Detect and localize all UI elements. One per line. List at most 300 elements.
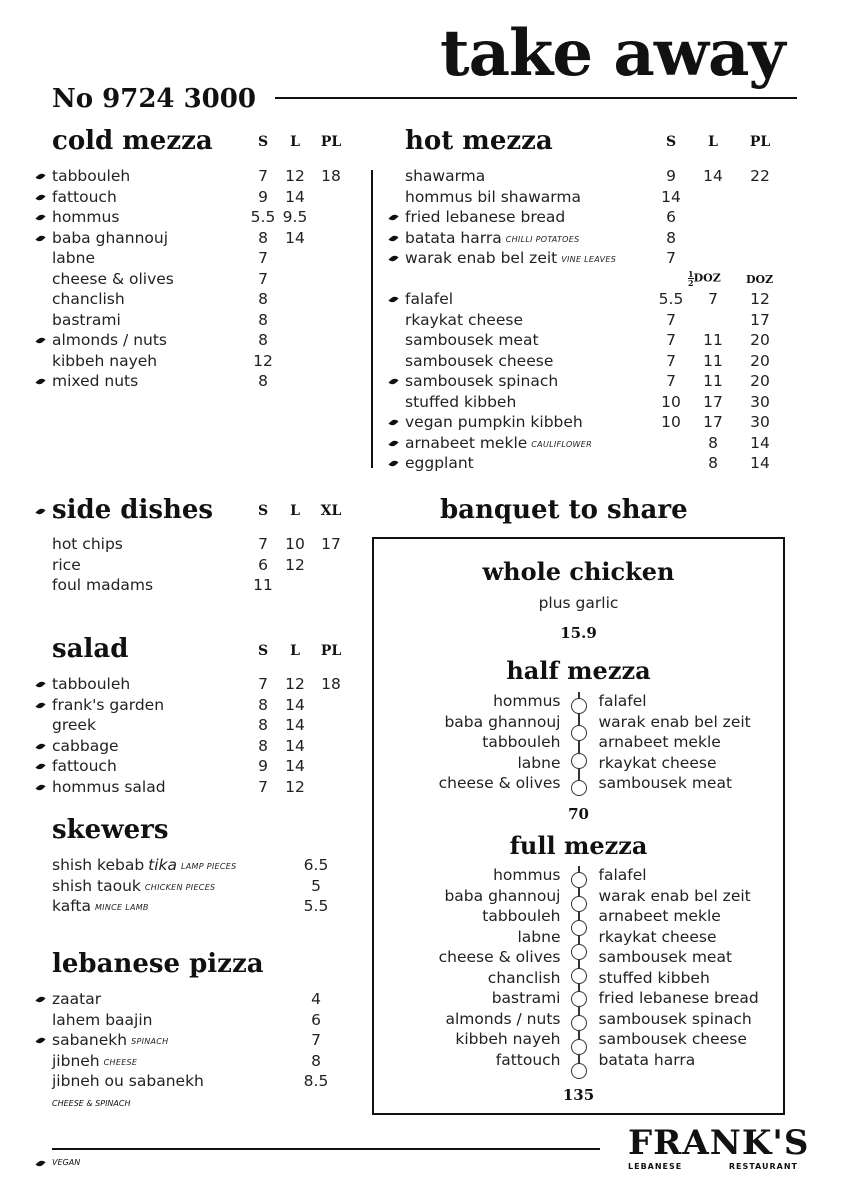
menu-item xyxy=(52,777,362,797)
menu-item xyxy=(52,228,362,248)
menu-item-name xyxy=(52,876,215,898)
item-price: 8.5 xyxy=(303,1072,329,1090)
item-price: 4 xyxy=(311,990,321,1008)
item-name: fattouch xyxy=(52,187,117,206)
menu-item-name xyxy=(52,715,96,735)
item-price: 7 xyxy=(666,351,676,370)
banquet-item: falafel xyxy=(598,692,647,710)
menu-item-name xyxy=(405,289,453,309)
item-price: 10 xyxy=(661,392,681,411)
menu-item xyxy=(52,855,329,875)
vegan-leaf-icon xyxy=(388,295,398,305)
logo-right: RESTAURANT xyxy=(728,1162,798,1171)
salad-size-s: S xyxy=(257,643,269,659)
menu-item xyxy=(52,289,362,309)
item-name: shish taouk xyxy=(52,876,141,895)
menu-item-name xyxy=(52,1010,152,1030)
menu-item-name xyxy=(52,228,168,248)
skewers-heading: skewers xyxy=(52,815,169,845)
skewer-chunk xyxy=(571,725,587,741)
vegan-leaf-icon xyxy=(388,213,398,223)
item-price: 14 xyxy=(285,695,305,714)
hot-mezza-heading: hot mezza xyxy=(405,126,553,156)
hot-size-pl: PL xyxy=(749,134,771,150)
menu-item xyxy=(52,674,362,694)
item-name: chanclish xyxy=(52,290,125,308)
item-price: 14 xyxy=(285,736,305,755)
item-price: 14 xyxy=(661,187,681,206)
whole-chicken-title: whole chicken xyxy=(482,557,675,586)
item-name: tabbouleh xyxy=(52,167,131,185)
item-name: sambousek spinach xyxy=(405,372,559,390)
item-price: 8 xyxy=(258,736,268,755)
item-name: sambousek cheese xyxy=(405,351,554,370)
skewer-chunk xyxy=(571,698,587,714)
item-price: 12 xyxy=(750,290,770,308)
menu-item xyxy=(405,392,795,412)
logo-left: LEBANESE xyxy=(628,1162,683,1171)
vegan-leaf-icon xyxy=(35,192,45,202)
menu-item xyxy=(52,351,362,371)
item-name: warak enab bel zeit xyxy=(405,249,558,267)
menu-item-name xyxy=(405,351,553,371)
cold-mezza-heading: cold mezza xyxy=(52,126,213,156)
franks-logo xyxy=(628,1123,810,1171)
item-price: 10 xyxy=(661,413,681,431)
item-price: 8 xyxy=(258,331,268,349)
menu-item-name xyxy=(405,228,579,250)
item-price: 5.5 xyxy=(250,208,276,226)
item-price: 11 xyxy=(253,576,273,594)
item-name: mixed nuts xyxy=(52,372,139,390)
skewer-chunk xyxy=(571,920,587,936)
skewer-chunk xyxy=(571,753,587,769)
item-name: labne xyxy=(52,249,96,267)
item-price: 11 xyxy=(703,351,723,370)
banquet-item: hommus xyxy=(493,866,561,884)
item-price: 30 xyxy=(750,413,770,431)
half-doz-text: DOZ xyxy=(693,271,721,285)
menu-item xyxy=(405,207,795,227)
half-doz-label xyxy=(688,270,721,287)
banquet-item: labne xyxy=(517,753,561,772)
menu-item-name xyxy=(52,1051,137,1073)
item-price: 7 xyxy=(708,290,718,308)
vegan-leaf-icon xyxy=(388,459,398,469)
doz-label: DOZ xyxy=(746,273,774,286)
menu-item xyxy=(52,330,362,350)
item-name: sambousek meat xyxy=(405,331,539,349)
banquet-item: labne xyxy=(517,927,561,946)
menu-item-name xyxy=(52,756,117,776)
pizza-footnote: CHEESE & SPINACH xyxy=(52,1099,131,1108)
item-note: SPINACH xyxy=(131,1037,169,1046)
item-price: 12 xyxy=(253,351,273,370)
hot-size-l: L xyxy=(708,134,718,150)
cold-size-l: L xyxy=(290,134,300,150)
menu-item-name xyxy=(405,166,485,186)
banquet-item: warak enab bel zeit xyxy=(598,712,751,731)
menu-item-name xyxy=(405,187,581,207)
menu-item-name xyxy=(52,777,166,797)
item-price: 5 xyxy=(311,876,321,895)
cold-size-pl: PL xyxy=(320,134,342,150)
vegan-leaf-icon xyxy=(35,233,45,243)
banquet-item: batata harra xyxy=(598,1050,696,1069)
half-mezza-price: 70 xyxy=(568,805,589,823)
item-price: 14 xyxy=(285,716,305,734)
menu-item-name xyxy=(405,310,523,330)
skewer-chunk xyxy=(571,872,587,888)
item-name: shawarma xyxy=(405,167,486,185)
item-price: 7 xyxy=(258,535,268,553)
item-price: 7 xyxy=(258,249,268,267)
item-note: MINCE LAMB xyxy=(94,903,149,912)
phone-number: No 9724 3000 xyxy=(52,84,256,114)
menu-item xyxy=(52,166,362,186)
item-price: 12 xyxy=(285,167,305,185)
item-price: 20 xyxy=(750,331,770,349)
menu-item-name xyxy=(52,575,153,595)
skewer-chunk xyxy=(571,896,587,912)
menu-item-name xyxy=(52,534,123,554)
vegan-legend: VEGAN xyxy=(52,1158,81,1167)
menu-item xyxy=(405,166,795,186)
item-price: 9.5 xyxy=(282,208,308,226)
banquet-item: sambousek meat xyxy=(598,774,733,792)
banquet-item: cheese & olives xyxy=(438,774,561,792)
skewer-chunk xyxy=(571,780,587,796)
item-name: falafel xyxy=(405,290,454,308)
whole-chicken-subtitle: plus garlic xyxy=(538,594,619,612)
menu-item xyxy=(405,371,795,391)
menu-item-name xyxy=(52,248,95,268)
item-name: tabbouleh xyxy=(52,675,131,693)
item-name: cabbage xyxy=(52,736,119,755)
hot-mezza-divider xyxy=(371,170,373,468)
menu-item-name xyxy=(405,207,565,227)
item-variant: tika xyxy=(148,856,178,874)
item-name: frank's garden xyxy=(52,695,165,714)
menu-item-name xyxy=(405,453,474,473)
half-numerator: 1 xyxy=(688,269,694,279)
item-note: CAULIFLOWER xyxy=(531,439,592,449)
menu-item-name xyxy=(52,166,130,186)
side-dishes-heading: side dishes xyxy=(52,495,214,525)
item-name: batata harra xyxy=(405,228,502,247)
item-price: 20 xyxy=(750,351,770,370)
menu-item-name xyxy=(405,371,558,391)
item-price: 7 xyxy=(258,777,268,796)
menu-item-name xyxy=(52,989,101,1009)
banquet-item: sambousek cheese xyxy=(598,1030,747,1048)
vegan-leaf-icon xyxy=(388,377,398,387)
skewer-chunk xyxy=(571,1015,587,1031)
item-price: 12 xyxy=(285,555,305,574)
vegan-leaf-icon xyxy=(35,995,45,1005)
vegan-leaf-icon xyxy=(35,762,45,772)
item-price: 14 xyxy=(285,757,305,775)
banquet-item: baba ghannouj xyxy=(444,712,561,731)
menu-item-name xyxy=(405,248,616,270)
item-name: bastrami xyxy=(52,310,121,329)
item-price: 8 xyxy=(258,695,268,714)
item-price: 7 xyxy=(258,675,268,693)
item-name: greek xyxy=(52,716,96,734)
menu-item xyxy=(52,736,362,756)
pizza-heading: lebanese pizza xyxy=(52,949,264,979)
item-name: vegan pumpkin kibbeh xyxy=(405,413,583,431)
banquet-item: arnabeet mekle xyxy=(598,733,721,751)
menu-item-name xyxy=(52,187,117,207)
side-size-xl: XL xyxy=(320,503,342,519)
item-price: 14 xyxy=(750,454,770,472)
item-price: 5.5 xyxy=(658,290,684,308)
banquet-heading: banquet to share xyxy=(440,495,688,525)
vegan-leaf-icon xyxy=(388,418,398,428)
item-name: stuffed kibbeh xyxy=(405,392,517,411)
item-price: 14 xyxy=(285,187,305,206)
banquet-item: warak enab bel zeit xyxy=(598,886,751,905)
vegan-leaf-icon xyxy=(35,741,45,751)
item-name: rice xyxy=(52,555,81,574)
item-name: sabanekh xyxy=(52,1031,128,1049)
vegan-leaf-icon xyxy=(35,700,45,710)
banquet-item: tabbouleh xyxy=(482,733,561,751)
menu-item-name xyxy=(405,412,583,432)
menu-item-name xyxy=(52,371,138,391)
banquet-item: chanclish xyxy=(487,968,561,987)
skewer-chunk xyxy=(571,944,587,960)
half-denominator: 2 xyxy=(688,278,694,288)
item-name: kafta xyxy=(52,897,91,915)
menu-item-name xyxy=(52,695,164,715)
item-note: CHEESE xyxy=(103,1057,138,1067)
item-price: 17 xyxy=(750,310,770,329)
header-rule xyxy=(275,97,797,99)
menu-item xyxy=(52,695,362,715)
menu-item-name xyxy=(52,310,121,330)
item-name: shish kebab xyxy=(52,856,145,874)
menu-item-name xyxy=(405,433,592,455)
banquet-item: sambousek meat xyxy=(598,948,733,966)
item-note: VINE LEAVES xyxy=(561,255,617,264)
item-price: 8 xyxy=(708,433,718,452)
banquet-item: almonds / nuts xyxy=(445,1009,561,1028)
item-price: 6 xyxy=(666,208,676,226)
vegan-leaf-icon xyxy=(35,377,45,387)
menu-item xyxy=(405,289,795,309)
menu-item-name xyxy=(52,351,157,371)
menu-item xyxy=(52,876,321,896)
menu-item xyxy=(405,310,795,330)
banquet-item: tabbouleh xyxy=(482,907,561,925)
menu-item-name xyxy=(405,330,539,350)
menu-item xyxy=(52,555,362,575)
menu-item xyxy=(52,534,362,554)
item-price: 14 xyxy=(703,167,723,185)
full-mezza-title: full mezza xyxy=(509,831,648,860)
menu-item xyxy=(405,453,795,473)
item-price: 8 xyxy=(311,1051,321,1070)
item-name: hommus xyxy=(52,208,120,226)
item-price: 8 xyxy=(258,716,268,734)
skewer-icon xyxy=(570,692,588,796)
banquet-item: stuffed kibbeh xyxy=(598,968,710,987)
skewer-chunk xyxy=(571,1063,587,1079)
item-price: 6.5 xyxy=(303,856,329,874)
menu-item-name xyxy=(52,1030,169,1052)
page-title: take away xyxy=(440,16,785,91)
item-price: 8 xyxy=(258,310,268,329)
menu-item-name xyxy=(52,207,119,227)
menu-item xyxy=(405,330,795,350)
menu-item xyxy=(405,433,795,453)
menu-item-name xyxy=(52,1071,204,1091)
menu-item xyxy=(52,1010,321,1030)
menu-item xyxy=(52,715,362,735)
item-price: 20 xyxy=(750,372,770,390)
item-name: almonds / nuts xyxy=(52,331,168,349)
vegan-leaf-icon xyxy=(388,438,398,448)
item-name: hommus bil shawarma xyxy=(405,187,581,206)
item-price: 8 xyxy=(258,290,268,308)
menu-item xyxy=(52,269,362,289)
banquet-item: rkaykat cheese xyxy=(598,927,717,946)
item-price: 9 xyxy=(666,167,676,185)
item-price: 11 xyxy=(703,372,723,390)
banquet-item: fried lebanese bread xyxy=(598,989,759,1007)
menu-item xyxy=(52,187,362,207)
menu-item xyxy=(52,310,362,330)
vegan-leaf-icon xyxy=(35,1036,45,1046)
salad-heading: salad xyxy=(52,634,129,664)
banquet-box xyxy=(372,537,785,1115)
menu-item-name xyxy=(52,896,149,918)
item-price: 18 xyxy=(321,675,341,693)
item-price: 8 xyxy=(258,372,268,390)
hot-size-s: S xyxy=(665,134,677,150)
vegan-leaf-icon xyxy=(388,233,398,243)
item-price: 7 xyxy=(666,249,676,267)
item-name: eggplant xyxy=(405,454,474,472)
whole-chicken-price: 15.9 xyxy=(560,624,597,642)
item-name: zaatar xyxy=(52,990,102,1008)
menu-item xyxy=(405,248,795,268)
item-price: 12 xyxy=(285,675,305,693)
salad-size-l: L xyxy=(290,643,300,659)
item-price: 10 xyxy=(285,535,305,553)
menu-item xyxy=(52,1030,321,1050)
menu-item xyxy=(52,575,362,595)
item-price: 9 xyxy=(258,757,268,775)
item-name: cheese & olives xyxy=(52,269,174,288)
item-note: CHILLI POTATOES xyxy=(505,234,580,244)
item-name: fattouch xyxy=(52,757,117,775)
logo-tagline xyxy=(628,1162,798,1171)
menu-item xyxy=(52,756,362,776)
banquet-item: sambousek spinach xyxy=(598,1009,752,1028)
cold-size-s: S xyxy=(257,134,269,150)
vegan-leaf-icon xyxy=(35,1159,45,1169)
item-price: 7 xyxy=(666,310,676,329)
item-price: 8 xyxy=(666,228,676,247)
menu-item-name xyxy=(52,289,125,309)
menu-item xyxy=(52,989,321,1009)
half-mezza-title: half mezza xyxy=(506,656,651,685)
item-name: lahem baajin xyxy=(52,1010,153,1029)
item-price: 14 xyxy=(750,433,770,452)
item-name: kibbeh nayeh xyxy=(52,351,158,370)
item-name: jibneh xyxy=(52,1051,100,1070)
item-name: hot chips xyxy=(52,535,123,553)
vegan-leaf-icon xyxy=(35,172,45,182)
menu-item xyxy=(52,896,329,916)
item-name: arnabeet mekle xyxy=(405,433,528,452)
footer-rule xyxy=(52,1148,600,1150)
salad-size-pl: PL xyxy=(320,643,342,659)
item-price: 7 xyxy=(666,372,676,390)
item-price: 22 xyxy=(750,167,770,185)
item-price: 6 xyxy=(311,1010,321,1029)
item-price: 7 xyxy=(666,331,676,349)
item-name: hommus salad xyxy=(52,777,166,796)
menu-item-name xyxy=(52,555,81,575)
item-price: 7 xyxy=(258,269,268,288)
item-note: LAMP PIECES xyxy=(181,862,237,871)
item-price: 7 xyxy=(311,1031,321,1049)
item-price: 17 xyxy=(703,413,723,431)
menu-item xyxy=(405,187,795,207)
item-price: 9 xyxy=(258,187,268,206)
banquet-item: falafel xyxy=(598,866,647,884)
menu-item-name xyxy=(52,736,119,756)
vegan-leaf-icon xyxy=(388,254,398,264)
item-name: jibneh ou sabanekh xyxy=(52,1072,204,1090)
menu-item xyxy=(405,412,795,432)
side-size-s: S xyxy=(257,503,269,519)
item-name: foul madams xyxy=(52,576,154,594)
full-mezza-price: 135 xyxy=(562,1086,595,1104)
item-price: 14 xyxy=(285,228,305,247)
item-name: rkaykat cheese xyxy=(405,310,523,329)
item-name: fried lebanese bread xyxy=(405,208,566,226)
item-price: 7 xyxy=(258,167,268,185)
banquet-item: fattouch xyxy=(495,1050,561,1069)
menu-item-name xyxy=(52,330,167,350)
vegan-leaf-icon xyxy=(35,213,45,223)
item-price: 17 xyxy=(321,535,341,553)
item-price: 30 xyxy=(750,392,770,411)
menu-item xyxy=(52,1071,329,1091)
banquet-item: hommus xyxy=(493,692,561,710)
item-note: CHICKEN PIECES xyxy=(144,882,216,892)
menu-item xyxy=(52,248,362,268)
item-price: 18 xyxy=(321,167,341,185)
side-size-l: L xyxy=(290,503,300,519)
menu-item-name xyxy=(52,674,130,694)
item-price: 17 xyxy=(703,392,723,411)
menu-item xyxy=(405,228,795,248)
menu-item xyxy=(52,207,362,227)
banquet-item: baba ghannouj xyxy=(444,886,561,905)
item-name: baba ghannouj xyxy=(52,228,169,247)
logo-name: FRANK'S xyxy=(628,1123,810,1163)
banquet-item: bastrami xyxy=(491,989,561,1007)
vegan-leaf-icon xyxy=(35,680,45,690)
skewer-chunk xyxy=(571,968,587,984)
banquet-item: kibbeh nayeh xyxy=(455,1030,561,1048)
